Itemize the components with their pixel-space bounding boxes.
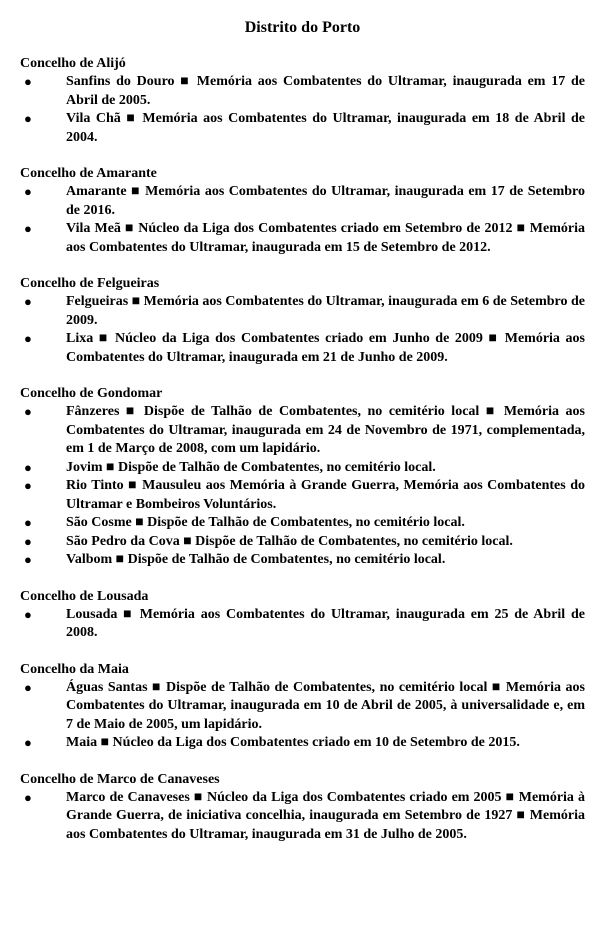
list-item	[20, 330, 585, 367]
section-alijo	[20, 55, 585, 147]
bullet-icon: ●	[24, 606, 32, 622]
entry-text: Lixa ■ Núcleo da Liga dos Combatentes criado em Junho de 2009 ■ Memória aos Combatentes do Ultramar, inaugurada em 21 de Junho de 2009.	[66, 331, 585, 365]
entry-text: Lousada ■ Memória aos Combatentes do Ultramar, inaugurada em 25 de Abril de 2008.	[66, 606, 585, 640]
section-lousada	[20, 588, 585, 643]
entry-text: São Pedro da Cova ■ Dispõe de Talhão de Combatentes, no cemitério local.	[66, 533, 513, 549]
section-heading: Concelho de Felgueiras	[20, 276, 160, 291]
entry-text: Águas Santas ■ Dispõe de Talhão de Combatentes, no cemitério local ■ Memória aos Combatentes do Ultramar, inaugurada em 10 de Abril de 2005, à universalidade e, em 7 de Maio de 2005, um lapidário.	[66, 679, 585, 732]
entry-text: Fânzeres ■ Dispõe de Talhão de Combatentes, no cemitério local ■ Memória aos Combatentes do Ultramar, inaugurada em 24 de Novembro de 1971, complementada, em 1 de Março de 2008, com um lapidário.	[66, 404, 585, 456]
list-item	[20, 459, 585, 478]
list-item	[20, 789, 585, 845]
bullet-icon: ●	[24, 184, 32, 199]
entry-text: Maia ■ Núcleo da Liga dos Combatentes criado em 10 de Setembro de 2015.	[66, 735, 520, 750]
entry-text: Rio Tinto ■ Mausuleu aos Memória à Grande Guerra, Memória aos Combatentes do Ultramar e Bombeiros Voluntários.	[66, 478, 585, 512]
list-item	[20, 551, 585, 570]
bullet-icon: ●	[24, 331, 32, 346]
bullet-icon: ●	[24, 111, 32, 126]
section-felgueiras	[20, 275, 585, 367]
bullet-icon: ●	[24, 735, 32, 750]
entry-text: Valbom ■ Dispõe de Talhão de Combatentes, no cemitério local.	[66, 552, 446, 567]
section-heading: Concelho de Alijó	[20, 56, 126, 71]
list-item	[20, 73, 585, 110]
section-heading: Concelho de Marco de Canaveses	[20, 771, 220, 787]
bullet-icon: ●	[24, 294, 32, 309]
entry-text: Vila Meã ■ Núcleo da Liga dos Combatentes criado em Setembro de 2012 ■ Memória aos Combatentes do Ultramar, inaugurada em 15 de Setembro de 2012.	[66, 221, 585, 255]
bullet-icon: ●	[24, 679, 32, 695]
list-item	[20, 514, 585, 533]
list-item	[20, 606, 585, 643]
section-gondomar	[20, 385, 585, 570]
entry-text: Amarante ■ Memória aos Combatentes do Ultramar, inaugurada em 17 de Setembro de 2016.	[66, 184, 585, 218]
bullet-icon: ●	[24, 74, 32, 89]
entry-text: Felgueiras ■ Memória aos Combatentes do Ultramar, inaugurada em 6 de Setembro de 2009.	[66, 294, 586, 328]
list-item	[20, 533, 585, 552]
bullet-icon: ●	[24, 789, 32, 805]
page-title: Distrito do Porto	[244, 19, 361, 36]
bullet-icon: ●	[24, 221, 32, 236]
entry-text: Vila Chã ■ Memória aos Combatentes do Ultramar, inaugurada em 18 de Abril de 2004.	[66, 111, 585, 145]
bullet-icon: ●	[24, 552, 32, 567]
list-item	[20, 734, 585, 753]
section-marco-de-canaveses	[20, 771, 585, 845]
section-heading: Concelho da Maia	[20, 661, 129, 677]
list-item	[20, 220, 585, 257]
entry-text: São Cosme ■ Dispõe de Talhão de Combatentes, no cemitério local.	[66, 515, 465, 530]
section-maia	[20, 661, 585, 753]
bullet-icon: ●	[24, 533, 32, 549]
bullet-icon: ●	[24, 404, 32, 419]
entry-text: Sanfins do Douro ■ Memória aos Combatentes do Ultramar, inaugurada em 17 de Abril de 2005.	[66, 74, 585, 108]
section-heading: Concelho de Lousada	[20, 588, 149, 604]
entry-text: Jovim ■ Dispõe de Talhão de Combatentes, no cemitério local.	[66, 459, 436, 475]
bullet-icon: ●	[24, 515, 32, 530]
bullet-icon: ●	[24, 478, 32, 493]
section-heading: Concelho de Gondomar	[20, 386, 163, 401]
bullet-icon: ●	[24, 459, 32, 475]
section-amarante	[20, 165, 585, 257]
list-item	[20, 293, 585, 330]
list-item	[20, 403, 585, 459]
list-item	[20, 183, 585, 220]
entry-text: Marco de Canaveses ■ Núcleo da Liga dos Combatentes criado em 2005 ■ Memória à Grande Guerra, de iniciativa concelhia, inaugurada em Setembro de 1927 ■ Memória aos Combatentes do Ultramar, inaugurada em 31 de Julho de 2005.	[66, 789, 585, 842]
list-item	[20, 110, 585, 147]
list-item	[20, 679, 585, 735]
section-heading: Concelho de Amarante	[20, 166, 157, 181]
list-item	[20, 477, 585, 514]
